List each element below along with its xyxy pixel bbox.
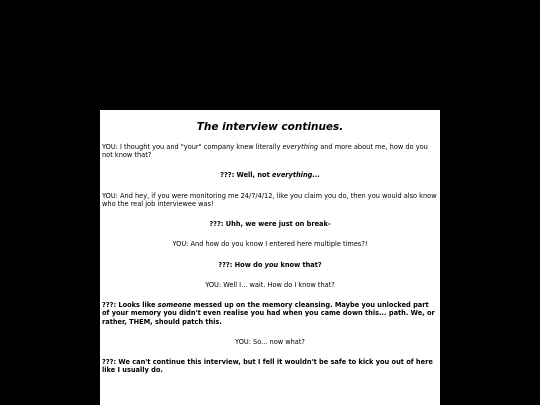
page-title: The interview continues. xyxy=(196,121,344,133)
dialogue-you-1: YOU: I thought you and "your" company knew literally everything and more about me, how do you not know that? xyxy=(102,143,428,160)
dialogue-you-2: YOU: And hey, if you were monitoring me 24/7/4/12, like you claim you do, then you would also know who the real job interviewee was! xyxy=(102,191,437,208)
dialogue-unknown-1: ???: Well, not everything... xyxy=(220,171,320,180)
dialogue-you-3: YOU: And how do you know I entered here multiple times?! xyxy=(172,240,368,249)
dialogue-unknown-5: ???: We can't continue this interview, but I fell it wouldn't be safe to kick you out of here like I usually do. xyxy=(102,358,433,375)
story-page xyxy=(100,110,440,405)
dialogue-you-4: YOU: Well I... wait. How do I know that? xyxy=(205,280,335,289)
dialogue-unknown-4: ???: Looks like someone messed up on the memory cleansing. Maybe you unlocked part of your memory you didn't even realise you had when you came down this... path. We, or rather, THEM, should patch this. xyxy=(102,301,435,326)
dialogue-unknown-2: ???: Uhh, we were just on break- xyxy=(209,220,331,229)
dialogue-you-5: YOU: So... now what? xyxy=(235,337,305,346)
dialogue-unknown-3: ???: How do you know that? xyxy=(218,260,322,269)
